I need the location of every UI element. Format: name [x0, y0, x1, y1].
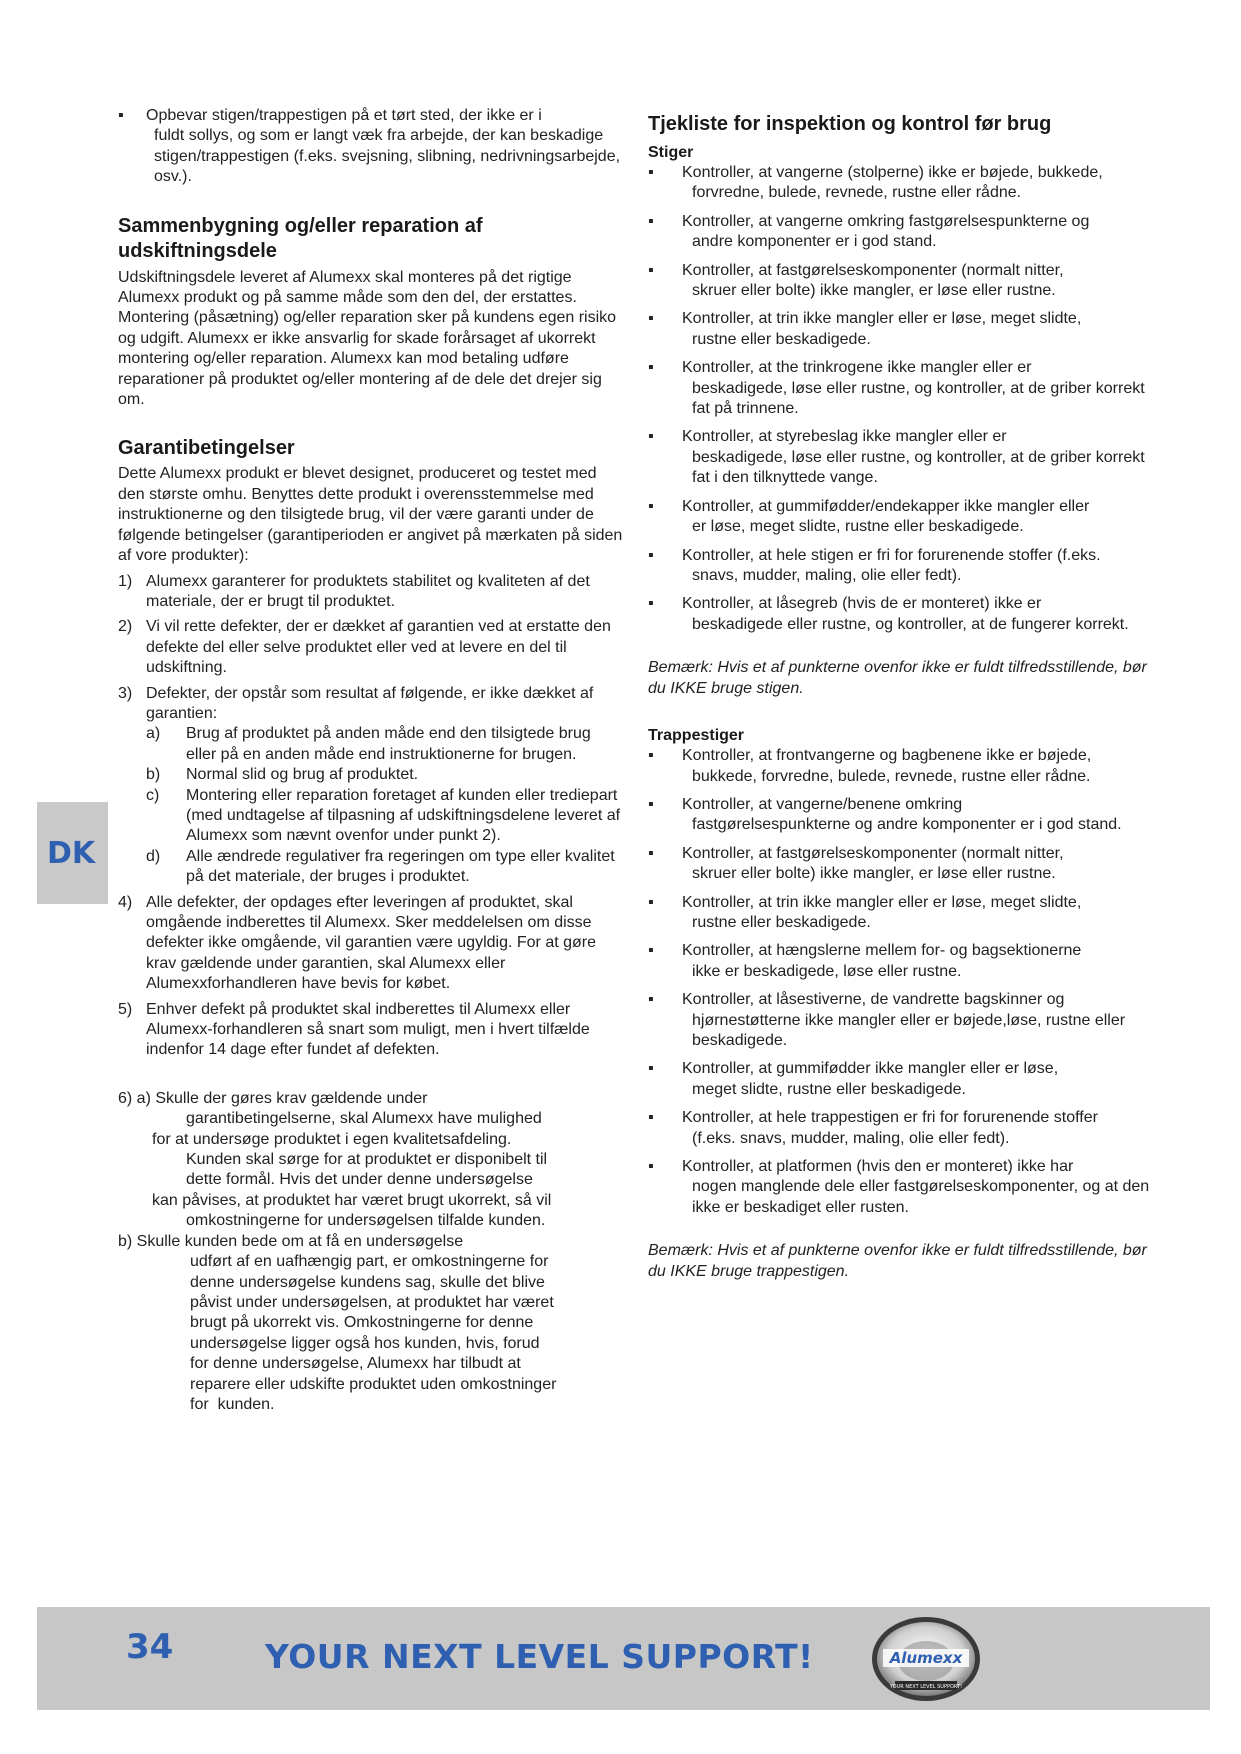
item-number: 1) [118, 572, 133, 590]
item6b-line: for kunden. [190, 1395, 275, 1413]
item6a-label: 6) a) Skulle der gøres krav gældende under [118, 1089, 428, 1107]
checklist-item-text-cont: bukkede, forvredne, bulede, revnede, rustne eller rådne. [692, 767, 1091, 785]
checklist-item-text: Kontroller, at fastgørelseskomponenter (normalt nitter, [682, 261, 1064, 279]
warranty-item-6a [118, 1089, 623, 1232]
item6b-line: brugt på ukorrekt vis. Omkostningerne for denne [190, 1314, 534, 1332]
checklist-item-text-cont: beskadigede eller rustne, og kontroller, at de fungerer korrekt. [692, 615, 1129, 633]
checklist-item [648, 427, 1158, 488]
item6a-line: dette formål. Hvis det under denne undersøgelse [186, 1171, 533, 1189]
checklist-item-text: Kontroller, at låsegreb (hvis de er monteret) ikke er [682, 595, 1042, 613]
checklist-item [648, 309, 1158, 350]
checklist-item [648, 163, 1158, 204]
warranty-heading: Garantibetingelser [118, 437, 295, 460]
checklist-item-text: Kontroller, at hængslerne mellem for- og bagsektionerne [682, 942, 1082, 960]
warranty-item-6b [118, 1232, 623, 1416]
checklist-item-text: Kontroller, at vangerne/benene omkring [682, 795, 963, 813]
checklist-item-text-cont: andre komponenter er i god stand. [692, 233, 937, 251]
checklist-item-text: Kontroller, at gummifødder ikke mangler eller er løse, [682, 1060, 1059, 1078]
checklist-item-text-cont: nogen manglende dele eller fastgørelseskomponenter, og at den ikke er beskadiget eller rusten. [692, 1178, 1150, 1216]
subitem-text: Normal slid og brug af produktet. [186, 766, 419, 784]
item6b-line: undersøgelse ligger også hos kunden, hvis, forud [190, 1334, 540, 1352]
item6b-line: denne undersøgelse kundens sag, skulle det blive [190, 1273, 545, 1291]
checklist-item [648, 497, 1158, 538]
checklist-item-text: Kontroller, at platformen (hvis den er monteret) ikke har [682, 1158, 1074, 1176]
checklist-heading: Tjekliste for inspektion og kontrol før brug [648, 113, 1052, 135]
subitem-letter: d) [146, 847, 161, 865]
checklist-item-text: Kontroller, at trin ikke mangler eller er løse, meget slidte, [682, 893, 1082, 911]
item-number: 4) [118, 893, 133, 911]
warranty-subitem [118, 786, 623, 847]
checklist-item-text-cont: rustne eller beskadigede. [692, 330, 871, 348]
item-text: Alumexx garanterer for produktets stabilitet og kvaliteten af det materiale, der er brugt til produktet. [146, 572, 590, 610]
checklist-item-text: Kontroller, at frontvangerne og bagbenene ikke er bøjede, [682, 747, 1092, 765]
checklist-item-text: Kontroller, at the trinkrogene ikke mangler eller er [682, 359, 1032, 377]
item6b-line: påvist under undersøgelsen, at produktet har været [190, 1293, 554, 1311]
checklist-item-text-cont: fastgørelsespunkterne og andre komponenter er i god stand. [692, 816, 1122, 834]
checklist-item-text: Kontroller, at låsestiverne, de vandrette bagskinner og [682, 991, 1065, 1009]
item6a-line: omkostningerne for undersøgelsen tilfalde kunden. [186, 1212, 546, 1230]
subitem-text: Brug af produktet på anden måde end den tilsigtede brug eller på en anden måde end instruktionerne for brugen. [186, 725, 591, 763]
checklist-item [648, 1108, 1158, 1149]
item-number: 2) [118, 618, 133, 636]
item-text: Alle defekter, der opdages efter leveringen af produktet, skal omgående indberettes til Alumexx. Sker meddelelsen om disse defekter ikke omgående, vil garantien være ugyldig. For at gøre krav gældende under garantien, skal Alumexx eller Alumexxforhandleren have bevis for købet. [146, 893, 597, 993]
checklist-item [648, 261, 1158, 302]
item6b-line: udført af en uafhængig part, er omkostningerne for [190, 1253, 549, 1271]
checklist-item [648, 893, 1158, 934]
checklist-item-text-cont: rustne eller beskadigede. [692, 913, 871, 931]
checklist-item-text: Kontroller, at trin ikke mangler eller er løse, meget slidte, [682, 310, 1082, 328]
warranty-list [118, 572, 623, 1061]
warranty-item [118, 893, 623, 995]
item6a-line: kan påvises, at produktet har været brugt ukorrekt, så vil [152, 1191, 552, 1209]
checklist-item [648, 594, 1158, 635]
checklist-item [648, 1157, 1158, 1218]
checklist-item-text-cont: meget slidte, rustne eller beskadigede. [692, 1080, 966, 1098]
item6a-line: Kunden skal sørge for at produktet er disponibelt til [186, 1151, 548, 1169]
ladders-heading: Stiger [648, 144, 694, 161]
page-number: 34 [126, 1627, 174, 1667]
stepladders-checklist [648, 746, 1158, 1218]
checklist-item [648, 546, 1158, 587]
assembly-heading: Sammenbygning og/eller reparation af udskiftningsdele [118, 214, 483, 262]
warranty-subitem [118, 765, 623, 785]
checklist-item-text-cont: snavs, mudder, maling, olie eller fedt). [692, 566, 962, 584]
checklist-item-text-cont: forvredne, bulede, revnede, rustne eller rådne. [692, 184, 1022, 202]
item6a-line: for at undersøge produktet i egen kvalitetsafdeling. [152, 1130, 512, 1148]
checklist-item [648, 1059, 1158, 1100]
checklist-item [648, 212, 1158, 253]
checklist-item-text: Kontroller, at hele stigen er fri for forurenende stoffer (f.eks. [682, 546, 1101, 564]
left-column [118, 106, 623, 1415]
ladders-checklist [648, 163, 1158, 635]
item-text: Vi vil rette defekter, der er dækket af garantien ved at erstatte den defekte del eller selve produktet eller ved at levere en del til udskiftning. [146, 618, 611, 677]
warranty-subitem [118, 847, 623, 888]
subitem-text: Montering eller reparation foretaget af kunden eller trediepart (med undtagelse af tilpasning af udskiftningsdelene leveret af Alumexx som nævnt ovenfor under punkt 2). [186, 786, 621, 845]
checklist-item-text: Kontroller, at vangerne (stolperne) ikke er bøjede, bukkede, [682, 164, 1103, 181]
subitem-text: Alle ændrede regulativer fra regeringen om type eller kvalitet på det materiale, der bruges i produktet. [186, 847, 615, 886]
footer-band [37, 1607, 1210, 1710]
language-tab-label: DK [47, 836, 96, 871]
subitem-letter: a) [146, 725, 161, 743]
item6b-line: for denne undersøgelse, Alumexx har tilbudt at [190, 1355, 521, 1373]
checklist-item-text-cont: hjørnestøtterne ikke mangler eller er bøjede,løse, rustne eller beskadigede. [692, 1011, 1126, 1049]
logo-wordmark: Alumexx [889, 1649, 963, 1667]
checklist-item-text: Kontroller, at vangerne omkring fastgørelsespunkterne og [682, 212, 1090, 230]
checklist-item [648, 844, 1158, 885]
warranty-item [118, 572, 623, 613]
checklist-item [648, 795, 1158, 836]
ladders-note: Bemærk: Hvis et af punkterne ovenfor ikke er fuldt tilfredsstillende, bør du IKKE bruge stigen. [648, 659, 1147, 698]
checklist-item-text-cont: beskadigede, løse eller rustne, og kontroller, at de griber korrekt fat på trinnene. [692, 379, 1145, 418]
checklist-item [648, 990, 1158, 1051]
checklist-item [648, 358, 1158, 419]
warranty-item [118, 684, 623, 725]
footer-slogan: YOUR NEXT LEVEL SUPPORT! [265, 1637, 814, 1676]
checklist-item-text-cont: skruer eller bolte) ikke mangler, er løse eller rustne. [692, 865, 1056, 883]
item6b-body [118, 1252, 623, 1415]
warranty-intro: Dette Alumexx produkt er blevet designet, produceret og testet med den største omhu. Benyttes dette produkt i overensstemmelse med instruktionerne og den tilsigtede brug, vil der være garanti under de følgende betingelser (garantiperioden er angivet på mærkaten på siden af vore produkter): [118, 465, 623, 565]
item6a-line: garantibetingelserne, skal Alumexx have mulighed [186, 1110, 542, 1128]
bullet-text: Opbevar stigen/trappestigen på et tørt sted, der ikke er i [146, 107, 542, 124]
subitem-letter: c) [146, 786, 160, 804]
right-column [648, 112, 1158, 1282]
logo-tagline: YOUR NEXT LEVEL SUPPORT! [889, 1684, 963, 1690]
item6b-label: b) Skulle kunden bede om at få en undersøgelse [118, 1232, 464, 1250]
warranty-subitem [118, 724, 623, 765]
bullet-text-cont: fuldt sollys, og som er langt væk fra arbejde, der kan beskadige stigen/trappestigen (f.eks. svejsning, slibning, nedrivningsarbejde, osv.). [154, 127, 621, 186]
checklist-item-text: Kontroller, at hele trappestigen er fri for forurenende stoffer [682, 1109, 1098, 1127]
checklist-item [648, 746, 1158, 787]
checklist-item-text: Kontroller, at styrebeslag ikke mangler eller er [682, 428, 1007, 446]
assembly-body: Udskiftningsdele leveret af Alumexx skal monteres på det rigtige Alumexx produkt og på samme måde som den del, der erstattes. Montering (påsætning) og/eller reparation sker på kundens egen risiko og udgift. Alumexx er ikke ansvarlig for skade forårsaget af ukorrekt montering og/eller reparation. Alumexx kan mod betaling udføre reparationer på produktet og/eller montering af de dele det drejer sig om. [118, 268, 617, 409]
item-text: Defekter, der opstår som resultat af følgende, er ikke dækket af garantien: [146, 684, 594, 722]
item-number: 3) [118, 684, 133, 702]
stepladders-note: Bemærk: Hvis et af punkterne ovenfor ikke er fuldt tilfredsstillende, bør du IKKE bruge trappestigen. [648, 1242, 1147, 1281]
item-text: Enhver defekt på produktet skal indberettes til Alumexx eller Alumexx-forhandleren så snart som muligt, men i hvert tilfælde indenfor 14 dage efter fundet af defekten. [146, 1000, 590, 1059]
item-number: 5) [118, 1000, 133, 1018]
warranty-item [118, 1000, 623, 1061]
checklist-item-text-cont: ikke er beskadigede, løse eller rustne. [692, 962, 962, 980]
checklist-item-text: Kontroller, at fastgørelseskomponenter (normalt nitter, [682, 844, 1064, 862]
item6b-line: reparere eller udskifte produktet uden omkostninger [190, 1375, 557, 1393]
alumexx-logo [869, 1615, 983, 1703]
subitem-letter: b) [146, 766, 161, 784]
checklist-item-text-cont: (f.eks. snavs, mudder, maling, olie eller fedt). [692, 1129, 1010, 1147]
warranty-item [118, 617, 623, 678]
checklist-item-text-cont: beskadigede, løse eller rustne, og kontroller, at de griber korrekt fat i den tilknyttede vange. [692, 448, 1145, 487]
checklist-item-text: Kontroller, at gummifødder/endekapper ikke mangler eller [682, 497, 1090, 515]
checklist-item [648, 941, 1158, 982]
checklist-item-text-cont: skruer eller bolte) ikke mangler, er løse eller rustne. [692, 282, 1056, 300]
checklist-item-text-cont: er løse, meget slidte, rustne eller beskadigede. [692, 518, 1024, 536]
storage-bullet [118, 106, 623, 188]
stepladders-heading: Trappestiger [648, 727, 745, 745]
